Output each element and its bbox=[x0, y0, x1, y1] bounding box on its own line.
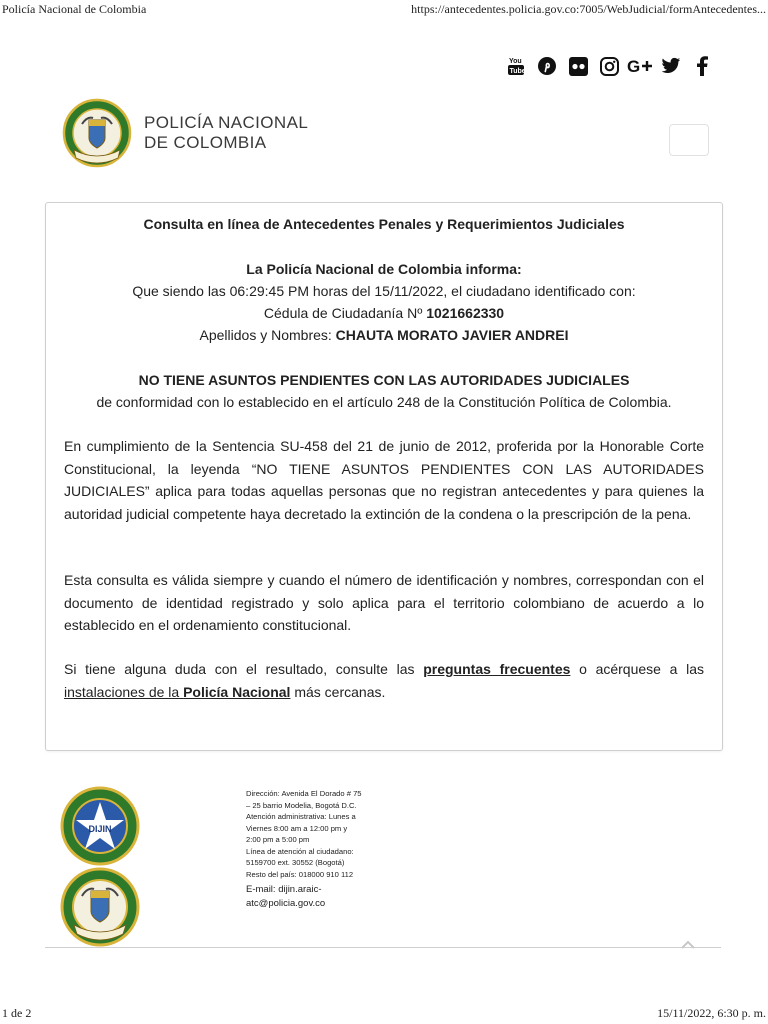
brand-line-1: POLICÍA NACIONAL bbox=[144, 113, 309, 132]
chevron-up-icon[interactable] bbox=[678, 938, 698, 952]
police-seal-footer-icon bbox=[58, 867, 142, 947]
help-text-end: más cercanas. bbox=[290, 683, 386, 700]
name-line bbox=[46, 324, 722, 346]
hours-line-2: Viernes 8:00 am a 12:00 pm y bbox=[246, 823, 348, 833]
phone-line-3: Resto del país: 018000 910 112 bbox=[246, 869, 354, 879]
hours-line-3: 2:00 pm a 5:00 pm bbox=[246, 835, 310, 844]
dijin-label: DIJIN bbox=[88, 824, 112, 834]
contact-info bbox=[246, 788, 376, 911]
address-line-1: Dirección: Avenida El Dorado # 75 bbox=[246, 789, 362, 798]
pinterest-icon[interactable] bbox=[536, 55, 558, 77]
name-value: CHAUTA MORATO JAVIER ANDREI bbox=[335, 327, 569, 343]
paragraph-sentence: En cumplimiento de la Sentencia SU-458 del 21 de junio de 2012, proferida por la Honorable Corte Constitucional, la leyenda “NO TIENE ASUNTOS PENDIENTES CON LAS AUTORIDADES JUDICIALES” aplica para todas aquellas personas que no registran antecedentes y para quienes la autoridad judicial competente haya decretado la extinción de la condena o la prescripción de la pena. bbox=[64, 438, 704, 522]
status-basis: de conformidad con lo establecido en el artículo 248 de la Constitución Política de Colombia. bbox=[96, 394, 672, 410]
svg-text:G: G bbox=[627, 57, 641, 76]
phone-line-2: 5159700 ext. 30552 (Bogotá) bbox=[246, 858, 345, 867]
id-label: Cédula de Ciudadanía Nº bbox=[263, 305, 427, 321]
brand-line-2: DE COLOMBIA bbox=[144, 133, 267, 152]
facilities-link-text: instalaciones de la bbox=[64, 683, 184, 700]
footer-divider bbox=[45, 947, 721, 948]
query-time-line: Que siendo las 06:29:45 PM horas del 15/11/2022, el ciudadano identificado con: bbox=[132, 283, 636, 299]
email-line-1: E-mail: dijin.araic- bbox=[246, 884, 322, 895]
print-footer-datetime: 15/11/2022, 6:30 p. m. bbox=[657, 1006, 766, 1020]
id-line bbox=[46, 302, 722, 324]
facebook-icon[interactable] bbox=[691, 55, 713, 77]
youtube-icon[interactable] bbox=[505, 55, 527, 77]
email-link[interactable] bbox=[246, 883, 376, 911]
print-header-title: Policía Nacional de Colombia bbox=[2, 2, 147, 16]
inform-title: La Policía Nacional de Colombia informa: bbox=[246, 261, 522, 277]
hours-line-1: Atención administrativa: Lunes a bbox=[246, 812, 356, 821]
svg-text:You: You bbox=[509, 58, 522, 65]
print-footer-page: 1 de 2 bbox=[2, 1006, 32, 1020]
status-message: NO TIENE ASUNTOS PENDIENTES CON LAS AUTORIDADES JUDICIALES bbox=[138, 372, 630, 388]
twitter-icon[interactable] bbox=[660, 55, 682, 77]
site-logo[interactable] bbox=[62, 98, 308, 168]
print-header-url: https://antecedentes.policia.gov.co:7005/WebJudicial/formAntecedentes... bbox=[411, 2, 766, 16]
svg-text:Tube: Tube bbox=[509, 68, 526, 75]
flickr-icon[interactable] bbox=[567, 55, 589, 77]
facilities-link[interactable] bbox=[64, 684, 290, 700]
name-label: Apellidos y Nombres: bbox=[199, 327, 336, 343]
social-links bbox=[505, 55, 713, 77]
menu-toggle-button[interactable] bbox=[669, 124, 709, 156]
paragraph-validity: Esta consulta es válida siempre y cuando el número de identificación y nombres, correspondan con el documento de identidad registrado y solo aplica para el territorio colombiano de acuerdo a lo establecido en el ordenamiento constitucional. bbox=[64, 572, 704, 633]
faq-link[interactable]: preguntas frecuentes bbox=[423, 661, 571, 677]
footer-logos bbox=[58, 786, 142, 947]
email-line-2: atc@policia.gov.co bbox=[246, 898, 326, 909]
help-text-start: Si tiene alguna duda con el resultado, consulte las bbox=[64, 661, 424, 677]
address-line-2: – 25 barrio Modelia, Bogotá D.C. bbox=[246, 800, 357, 810]
police-seal-icon bbox=[62, 98, 132, 168]
phone-line-1: Línea de atención al ciudadano: bbox=[246, 846, 354, 856]
result-card bbox=[45, 202, 723, 751]
brand-name bbox=[144, 113, 308, 153]
facilities-link-bold: Policía Nacional bbox=[183, 683, 291, 700]
id-number: 1021662330 bbox=[426, 305, 505, 321]
google-plus-icon[interactable] bbox=[629, 55, 651, 77]
help-text-mid: o acérquese a las bbox=[570, 661, 705, 677]
result-heading: Consulta en línea de Antecedentes Penales y Requerimientos Judiciales bbox=[143, 216, 625, 232]
dijin-seal-icon bbox=[58, 786, 142, 866]
instagram-icon[interactable] bbox=[598, 55, 620, 77]
paragraph-help bbox=[64, 658, 704, 703]
